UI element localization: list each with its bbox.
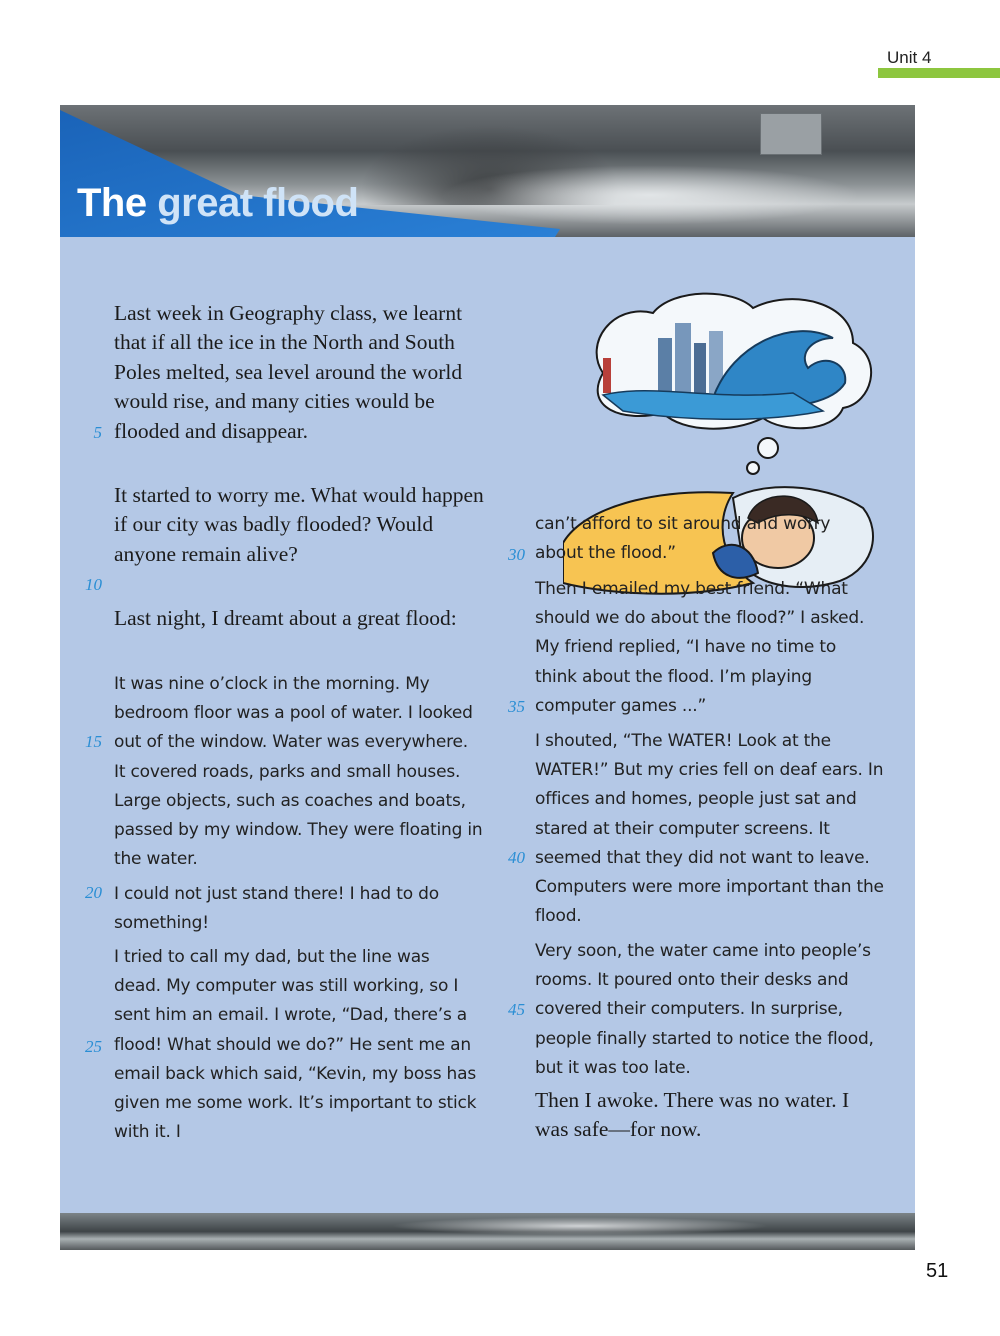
- intro-paragraph-3: Last night, I dreamt about a great flood:: [114, 606, 457, 630]
- unit-label: Unit 4: [887, 48, 932, 67]
- line-number: 15: [85, 732, 102, 751]
- tower-5: [603, 358, 611, 393]
- photo-foam: [390, 1217, 770, 1235]
- page-number: 51: [926, 1260, 949, 1282]
- tower-3: [694, 343, 706, 393]
- photo-house: [760, 113, 822, 155]
- story-paragraph-3: I tried to call my dad, but the line was dead. My computer was still working, so I sent him an email. I wrote, “Dad, there’s a flood! What should we do?” He sent me an email back which said, “Kevin, my boss has given me some work. It’s important to stick with it. I: [114, 947, 477, 1143]
- line-number: 5: [93, 423, 102, 442]
- line-number: 40: [508, 848, 525, 867]
- story-panel: [60, 105, 915, 1250]
- page-title: [77, 183, 358, 223]
- line-number: 45: [508, 1000, 525, 1019]
- story-paragraph-5: I shouted, “The WATER! Look at the WATER!” But my cries fell on deaf ears. In offices and homes, people just sat and stared at their computer screens. It seemed that they did not want to leave. Computers were more important than the flood.: [535, 731, 884, 927]
- story-paragraph-1: It was nine o’clock in the morning. My bedroom floor was a pool of water. I looked out of the window. Water was everywhere. It covered roads, parks and small houses. Large objects, such as coaches and boats, passed by my window. They were floating in the water.: [114, 674, 483, 870]
- intro-paragraph-1: Last week in Geography class, we learnt that if all the ice in the North and South Poles melted, sea level around the world would rise, and many cities would be flooded and disappear.: [114, 301, 463, 443]
- unit-bar: [878, 68, 1000, 78]
- line-number: 20: [85, 883, 102, 902]
- tower-2: [675, 323, 691, 393]
- intro-paragraph-2: It started to worry me. What would happen if our city was badly flooded? Would anyone remain alive?: [114, 483, 484, 566]
- line-number: 30: [508, 545, 525, 564]
- story-paragraph-3-continued: can’t afford to sit around and worry about the flood.”: [535, 514, 831, 564]
- ending-paragraph: Then I awoke. There was no water. I was safe—for now.: [535, 1088, 850, 1142]
- thought-bubble-2: [747, 462, 759, 474]
- thought-bubble-1: [758, 438, 778, 458]
- story-paragraph-6: Very soon, the water came into people’s rooms. It poured onto their desks and covered their computers. In surprise, people finally started to notice the flood, but it was too late.: [535, 941, 874, 1078]
- line-number: 35: [508, 697, 525, 716]
- title-great-flood: great flood: [157, 181, 359, 225]
- title-the: The: [77, 181, 147, 225]
- line-number: 10: [85, 575, 102, 594]
- story-paragraph-2: I could not just stand there! I had to do something!: [114, 884, 439, 934]
- line-number: 25: [85, 1037, 102, 1056]
- tower-1: [658, 338, 672, 393]
- flood-photo-bottom: [60, 1213, 915, 1250]
- story-paragraph-4: Then I emailed my best friend. “What should we do about the flood?” I asked. My friend replied, “I have no time to think about the flood. I’m playing computer games ...”: [535, 579, 865, 716]
